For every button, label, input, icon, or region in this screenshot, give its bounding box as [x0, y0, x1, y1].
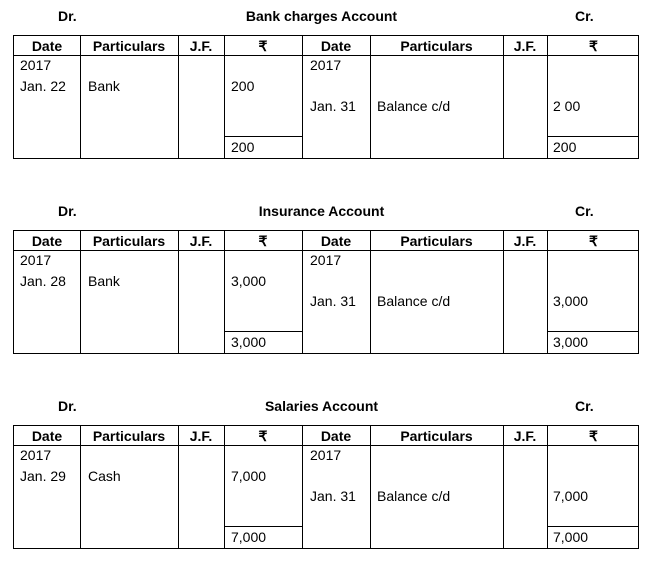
debit-year: 2017 [20, 447, 52, 463]
col-date-debit: Date [31, 38, 63, 54]
col-particulars-debit: Particulars [92, 233, 166, 249]
debit-side-label: Dr. [58, 398, 77, 414]
col-jf-debit: J.F. [189, 428, 213, 444]
ledger-table [13, 35, 639, 159]
credit-particulars: Balance c/d [377, 98, 451, 114]
ledger-table [13, 425, 639, 549]
credit-date: Jan. 31 [310, 98, 356, 114]
insurance-ledger [0, 203, 649, 373]
col-amount-debit: ₹ [258, 233, 268, 249]
credit-year: 2017 [310, 252, 342, 268]
credit-side-label: Cr. [575, 8, 594, 24]
col-jf-credit: J.F. [513, 38, 537, 54]
credit-total: 200 [553, 139, 577, 155]
col-amount-debit: ₹ [258, 428, 268, 444]
account-title [0, 398, 649, 414]
debit-total: 3,000 [231, 334, 267, 350]
credit-particulars: Balance c/d [377, 293, 451, 309]
account-title [0, 203, 649, 219]
col-jf-credit: J.F. [513, 428, 537, 444]
col-jf-debit: J.F. [189, 38, 213, 54]
debit-date: Jan. 29 [20, 468, 66, 484]
debit-side-label: Dr. [58, 8, 77, 24]
debit-side-label: Dr. [58, 203, 77, 219]
credit-amount: 2 00 [553, 98, 581, 114]
credit-date: Jan. 31 [310, 293, 356, 309]
col-date-debit: Date [31, 233, 63, 249]
debit-amount: 200 [231, 78, 255, 94]
col-amount-credit: ₹ [589, 38, 598, 54]
col-date-credit: Date [320, 38, 352, 54]
credit-total: 7,000 [553, 529, 589, 545]
debit-date: Jan. 28 [20, 273, 66, 289]
credit-year: 2017 [310, 447, 342, 463]
credit-side-label: Cr. [575, 398, 594, 414]
col-particulars-credit: Particulars [400, 233, 473, 249]
credit-year: 2017 [310, 57, 342, 73]
col-particulars-debit: Particulars [92, 38, 166, 54]
col-date-debit: Date [31, 428, 63, 444]
ledger-table [13, 230, 639, 354]
col-particulars-credit: Particulars [400, 38, 473, 54]
col-amount-credit: ₹ [589, 428, 598, 444]
credit-amount: 7,000 [553, 488, 589, 504]
credit-date: Jan. 31 [310, 488, 356, 504]
credit-total: 3,000 [553, 334, 589, 350]
bank-charges-ledger [0, 8, 649, 178]
account-title [0, 8, 649, 24]
salaries-ledger [0, 398, 649, 568]
col-date-credit: Date [320, 428, 352, 444]
account-title-text: Salaries Account [264, 398, 379, 414]
debit-amount: 7,000 [231, 468, 267, 484]
col-jf-debit: J.F. [189, 233, 213, 249]
col-date-credit: Date [320, 233, 352, 249]
col-jf-credit: J.F. [513, 233, 537, 249]
debit-year: 2017 [20, 252, 52, 268]
credit-amount: 3,000 [553, 293, 589, 309]
debit-date: Jan. 22 [20, 78, 66, 94]
debit-particulars: Cash [88, 468, 121, 484]
col-amount-credit: ₹ [589, 233, 598, 249]
debit-total: 7,000 [231, 529, 267, 545]
credit-particulars: Balance c/d [377, 488, 451, 504]
debit-amount: 3,000 [231, 273, 267, 289]
debit-year: 2017 [20, 57, 52, 73]
col-amount-debit: ₹ [258, 38, 268, 54]
debit-total: 200 [231, 139, 255, 155]
account-title-text: Insurance Account [258, 203, 385, 219]
debit-particulars: Bank [88, 78, 120, 94]
debit-particulars: Bank [88, 273, 120, 289]
account-title-text: Bank charges Account [245, 8, 398, 24]
col-particulars-credit: Particulars [400, 428, 473, 444]
credit-side-label: Cr. [575, 203, 594, 219]
col-particulars-debit: Particulars [92, 428, 166, 444]
